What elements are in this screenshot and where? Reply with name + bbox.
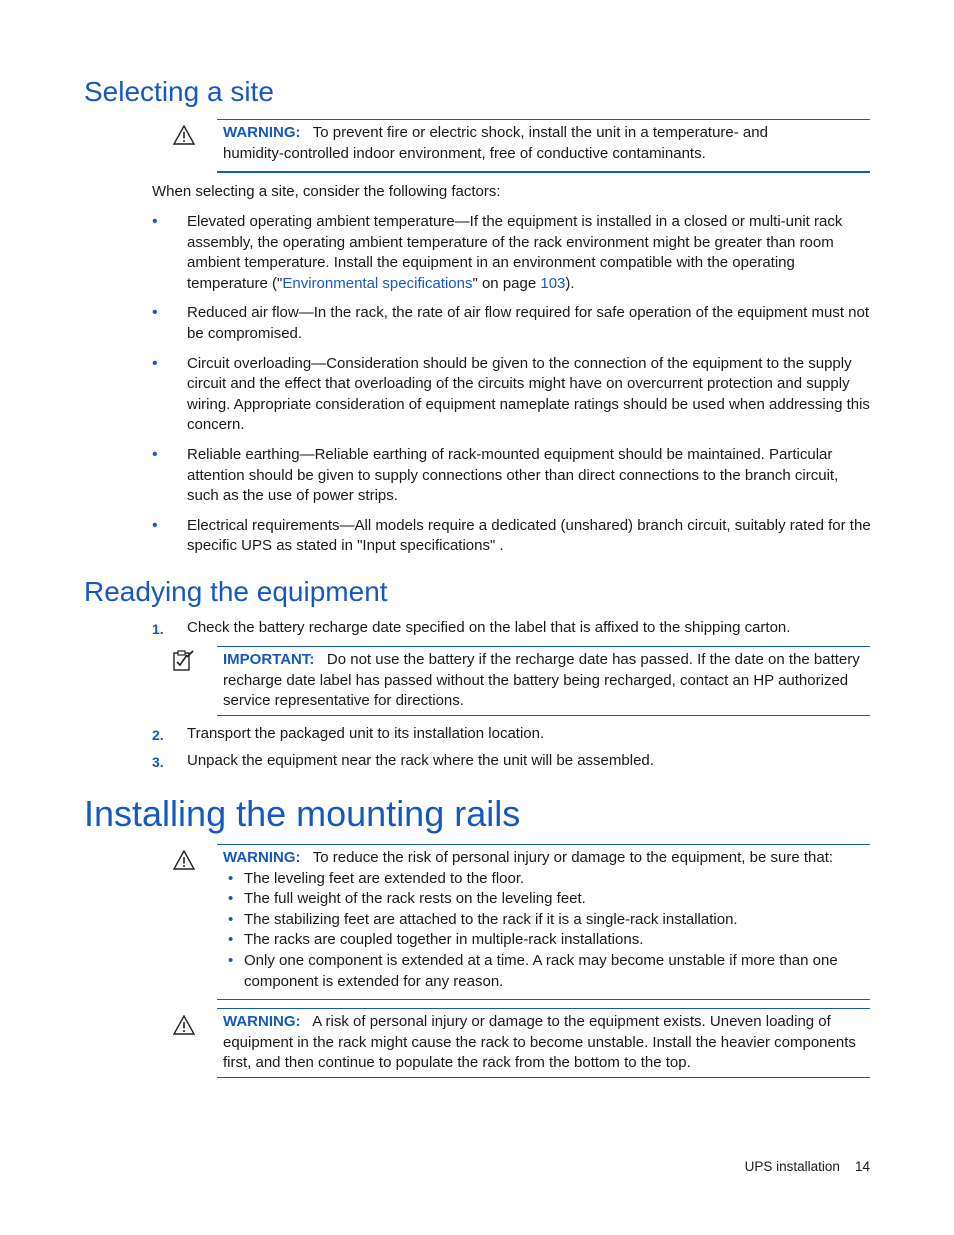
warning-label: WARNING: bbox=[223, 849, 301, 866]
list-item bbox=[152, 445, 872, 507]
step-number: 2. bbox=[152, 727, 164, 743]
important-label: IMPORTANT: bbox=[223, 651, 315, 668]
warning-note-fire bbox=[217, 119, 870, 173]
bullet-icon: • bbox=[152, 445, 158, 463]
footer-section: UPS installation bbox=[744, 1159, 840, 1174]
bullet-icon: • bbox=[228, 931, 234, 949]
bullet-icon: • bbox=[152, 354, 158, 372]
list-item bbox=[152, 516, 872, 557]
bullet-icon: • bbox=[228, 890, 234, 908]
footer-page-number: 14 bbox=[854, 1159, 870, 1174]
section-title-selecting-site: Selecting a site bbox=[84, 76, 274, 107]
bullet-icon: • bbox=[152, 213, 158, 230]
factor-text: Elevated operating ambient temperature—If the equipment is installed in a closed or multi-unit rack assembly, the operating ambient temperature of the rack environment might be greater than room ambient temperature. Install the equipment in an environment compatible with the operating temperature (" bbox=[187, 213, 843, 292]
list-item bbox=[223, 910, 864, 931]
bullet-icon: • bbox=[228, 951, 234, 969]
checklist-text: The stabilizing feet are attached to the rack if it is a single-rack installation. bbox=[244, 910, 738, 928]
warning-text: To reduce the risk of personal injury or damage to the equipment, be sure that: bbox=[312, 849, 834, 866]
factor-text: Reliable earthing—Reliable earthing of rack-mounted equipment should be maintained. Particular attention should be given to supply connections other than direct connections to the branch circuit, such as the use of power strips. bbox=[187, 445, 839, 505]
warning-triangle-icon bbox=[173, 1015, 195, 1035]
step-text: Transport the packaged unit to its installation location. bbox=[187, 725, 545, 742]
checklist-text: Only one component is extended at a time. A rack may become unstable if more than one component is extended for any reason. bbox=[244, 951, 838, 990]
warning-text: A risk of personal injury or damage to the equipment exists. Uneven loading of equipment in the rack might cause the rack to become unstable. Install the heavier components first, and then continue to populate the rack from the bottom to the top. bbox=[223, 1013, 856, 1072]
factor-text-middle: " on page bbox=[472, 274, 541, 292]
site-factors-list bbox=[152, 212, 872, 557]
bullet-icon: • bbox=[228, 910, 234, 928]
section-title-readying: Readying the equipment bbox=[84, 576, 388, 607]
list-item bbox=[223, 930, 864, 951]
warning-note-rack-stability bbox=[217, 844, 870, 1000]
list-item bbox=[223, 869, 864, 890]
warning-label: WARNING: bbox=[223, 124, 301, 141]
warning-triangle-icon bbox=[173, 125, 195, 145]
rack-checklist bbox=[223, 869, 864, 993]
list-item bbox=[152, 212, 872, 294]
step-text: Check the battery recharge date specified on the label that is affixed to the shipping carton. bbox=[187, 619, 791, 636]
list-item bbox=[223, 889, 864, 910]
page-footer bbox=[745, 1159, 870, 1174]
warning-label: WARNING: bbox=[223, 1013, 301, 1030]
warning-text-cont: humidity-controlled indoor environment, free of conductive contaminants. bbox=[223, 144, 706, 162]
warning-text: To prevent fire or electric shock, install the unit in a temperature- and bbox=[312, 124, 768, 141]
checklist-text: The leveling feet are extended to the floor. bbox=[244, 869, 525, 887]
factor-text: Electrical requirements—All models require a dedicated (unshared) branch circuit, suitably rated for the specific UPS as stated in "Input specifications" . bbox=[187, 516, 871, 555]
step-number: 3. bbox=[152, 754, 164, 770]
page-link[interactable]: 103 bbox=[540, 274, 566, 292]
step-text: Unpack the equipment near the rack where the unit will be assembled. bbox=[187, 752, 654, 769]
important-note-battery bbox=[217, 646, 870, 716]
list-item bbox=[152, 354, 872, 436]
list-item bbox=[152, 303, 872, 344]
checklist-text: The full weight of the rack rests on the leveling feet. bbox=[244, 890, 586, 908]
environmental-specs-link[interactable]: Environmental specifications bbox=[282, 274, 473, 292]
bullet-icon: • bbox=[152, 304, 158, 322]
step-number: 1. bbox=[152, 621, 164, 637]
list-item bbox=[223, 951, 864, 992]
page-title-installing-rails: Installing the mounting rails bbox=[84, 793, 521, 834]
checklist-text: The racks are coupled together in multiple-rack installations. bbox=[244, 931, 644, 949]
important-clipboard-icon bbox=[171, 649, 195, 673]
important-text: Do not use the battery if the recharge date has passed. If the date on the battery recharge date label has passed without the battery being recharged, contact an HP authorized service representative for directions. bbox=[223, 651, 860, 710]
warning-triangle-icon bbox=[173, 850, 195, 870]
bullet-icon: • bbox=[228, 869, 234, 887]
factor-text-after: ). bbox=[565, 274, 575, 292]
warning-note-uneven-loading bbox=[217, 1008, 870, 1078]
factor-text: Reduced air flow—In the rack, the rate of air flow required for safe operation of the equipment must not be compromised. bbox=[187, 304, 870, 342]
bullet-icon: • bbox=[152, 516, 158, 534]
site-intro: When selecting a site, consider the following factors: bbox=[152, 183, 501, 200]
factor-text: Circuit overloading—Consideration should be given to the connection of the equipment to the supply circuit and the effect that overloading of the circuits might have on overcurrent protection and supply wiring. Appropriate consideration of equipment nameplate ratings should be used when addressing this concern. bbox=[187, 354, 870, 434]
